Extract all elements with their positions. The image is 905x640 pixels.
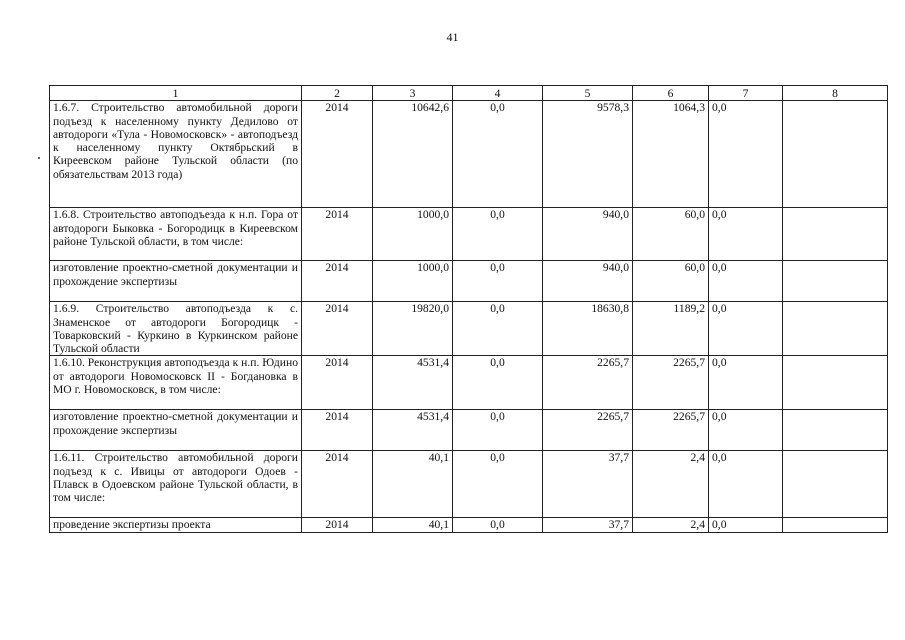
row-col5: 2265,7 <box>543 356 633 410</box>
row-year: 2014 <box>302 302 373 356</box>
row-col6: 60,0 <box>633 261 709 302</box>
row-col6: 2,4 <box>633 451 709 518</box>
row-col7: 0,0 <box>709 451 783 518</box>
row-description: изготовление проектно-сметной документации и прохождение экспертизы <box>50 410 302 451</box>
row-col3: 40,1 <box>373 518 453 532</box>
row-col3: 1000,0 <box>373 261 453 302</box>
row-col8 <box>783 451 888 518</box>
row-col4: 0,0 <box>453 208 543 261</box>
row-col4: 0,0 <box>453 101 543 208</box>
table-row <box>50 302 888 356</box>
row-col6: 1064,3 <box>633 101 709 208</box>
row-col8 <box>783 356 888 410</box>
row-description: 1.6.11. Строительство автомобильной дороги подъезд к с. Ивицы от автодороги Одоев - Плавск в Одоевском районе Тульской области, в том числе: <box>50 451 302 518</box>
header-cell: 4 <box>453 86 543 101</box>
row-col7: 0,0 <box>709 518 783 532</box>
row-col5: 2265,7 <box>543 410 633 451</box>
budget-table <box>49 85 888 533</box>
row-description: 1.6.9. Строительство автоподъезда к с. Знаменское от автодороги Богородицк - Товарковский - Куркино в Куркинском районе Тульской области <box>50 302 302 356</box>
table-row <box>50 410 888 451</box>
row-col3: 19820,0 <box>373 302 453 356</box>
row-col3: 10642,6 <box>373 101 453 208</box>
row-col7: 0,0 <box>709 410 783 451</box>
row-year: 2014 <box>302 451 373 518</box>
page-number: 41 <box>446 30 459 44</box>
row-col7: 0,0 <box>709 302 783 356</box>
header-cell: 1 <box>50 86 302 101</box>
row-year: 2014 <box>302 356 373 410</box>
header-cell: 8 <box>783 86 888 101</box>
table-row <box>50 356 888 410</box>
row-description: 1.6.10. Реконструкция автоподъезда к н.п. Юдино от автодороги Новомосковск II - Богдановка в МО г. Новомосковск, в том числе: <box>50 356 302 410</box>
header-row <box>50 86 888 101</box>
table-row <box>50 518 888 532</box>
row-col4: 0,0 <box>453 410 543 451</box>
row-description: 1.6.7. Строительство автомобильной дороги подъезд к населенному пункту Дедилово от автодороги «Тула - Новомосковск» - автоподъезд к населенному пункту Октябрьский в Киреевском районе Тульской области (по обязательствам 2013 года) <box>50 101 302 208</box>
table-row <box>50 451 888 518</box>
row-col7: 0,0 <box>709 356 783 410</box>
row-col6: 60,0 <box>633 208 709 261</box>
row-col4: 0,0 <box>453 302 543 356</box>
table-row <box>50 101 888 208</box>
row-year: 2014 <box>302 410 373 451</box>
row-col7: 0,0 <box>709 208 783 261</box>
row-year: 2014 <box>302 101 373 208</box>
row-col4: 0,0 <box>453 356 543 410</box>
row-year: 2014 <box>302 208 373 261</box>
row-col3: 1000,0 <box>373 208 453 261</box>
row-col7: 0,0 <box>709 101 783 208</box>
row-year: 2014 <box>302 261 373 302</box>
header-cell: 3 <box>373 86 453 101</box>
row-col5: 37,7 <box>543 518 633 532</box>
row-col8 <box>783 261 888 302</box>
row-col4: 0,0 <box>453 451 543 518</box>
row-col3: 4531,4 <box>373 356 453 410</box>
row-col5: 18630,8 <box>543 302 633 356</box>
row-col5: 940,0 <box>543 208 633 261</box>
table-row <box>50 208 888 261</box>
row-col5: 37,7 <box>543 451 633 518</box>
row-col6: 2,4 <box>633 518 709 532</box>
row-col8 <box>783 302 888 356</box>
row-year: 2014 <box>302 518 373 532</box>
header-cell: 7 <box>709 86 783 101</box>
header-cell: 2 <box>302 86 373 101</box>
row-col8 <box>783 410 888 451</box>
row-col8 <box>783 518 888 532</box>
row-col4: 0,0 <box>453 518 543 532</box>
row-description: 1.6.8. Строительство автоподъезда к н.п. Гора от автодороги Быковка - Богородицк в Киреевском районе Тульской области, в том числе: <box>50 208 302 261</box>
header-cell: 5 <box>543 86 633 101</box>
table-row <box>50 261 888 302</box>
header-cell: 6 <box>633 86 709 101</box>
scan-speck <box>38 157 40 159</box>
row-description: проведение экспертизы проекта <box>50 518 302 532</box>
row-col6: 2265,7 <box>633 356 709 410</box>
row-col6: 1189,2 <box>633 302 709 356</box>
row-col4: 0,0 <box>453 261 543 302</box>
row-col5: 9578,3 <box>543 101 633 208</box>
row-col7: 0,0 <box>709 261 783 302</box>
row-description: изготовление проектно-сметной документации и прохождение экспертизы <box>50 261 302 302</box>
row-col3: 40,1 <box>373 451 453 518</box>
row-col5: 940,0 <box>543 261 633 302</box>
row-col8 <box>783 208 888 261</box>
row-col3: 4531,4 <box>373 410 453 451</box>
row-col8 <box>783 101 888 208</box>
row-col6: 2265,7 <box>633 410 709 451</box>
